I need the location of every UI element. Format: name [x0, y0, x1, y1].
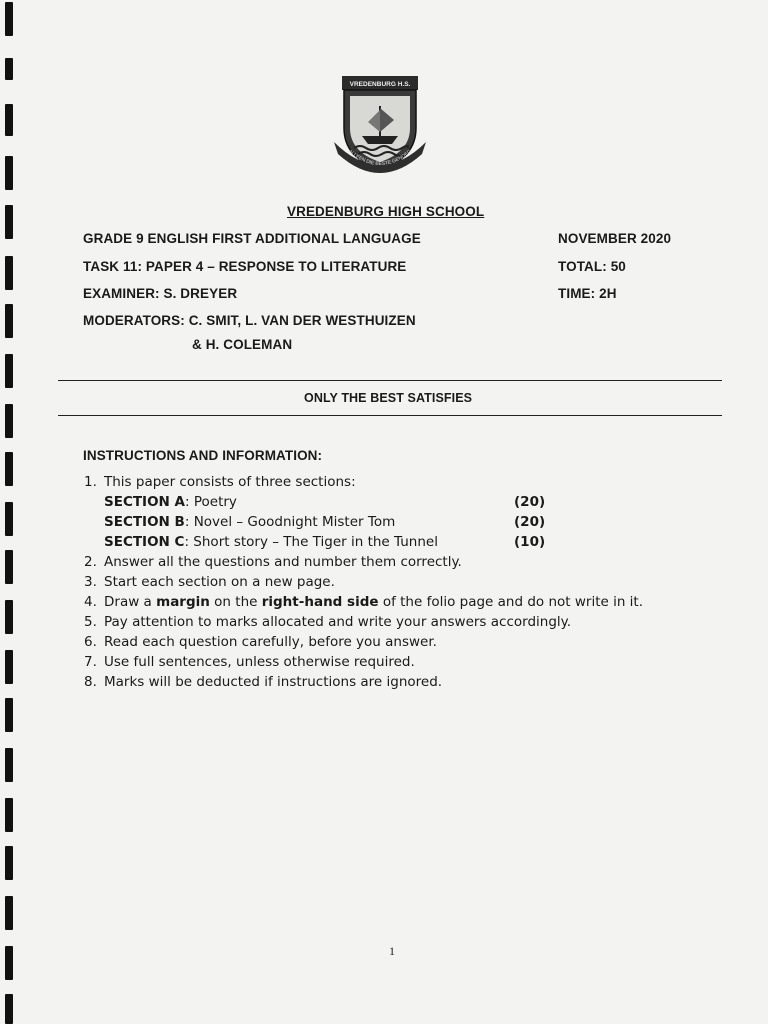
crest-banner-text: VREDENBURG H.S. — [349, 81, 411, 88]
instruction-text: Pay attention to marks allocated and write your answers accordingly. — [104, 614, 572, 630]
binder-hole — [5, 946, 13, 980]
instruction-item-1 — [84, 474, 356, 490]
binder-hole — [5, 256, 13, 290]
moderators-line-2: & H. COLEMAN — [192, 337, 293, 352]
instruction-number: 3. — [84, 574, 97, 590]
instruction-text: This paper consists of three sections: — [104, 474, 356, 490]
exam-time: TIME: 2H — [558, 286, 617, 301]
instruction-number: 2. — [84, 554, 97, 570]
instruction-number: 5. — [84, 614, 97, 630]
binder-hole — [5, 502, 13, 536]
section-desc: : Novel – Goodnight Mister Tom — [184, 514, 396, 530]
binder-hole — [5, 798, 13, 832]
page-number: 1 — [389, 944, 395, 958]
binder-hole — [5, 452, 13, 486]
section-desc: : Poetry — [185, 494, 237, 510]
binder-hole — [5, 896, 13, 930]
instruction-number: 1. — [84, 474, 97, 490]
section-desc: : Short story – The Tiger in the Tunnel — [184, 534, 438, 550]
instruction-text: Read each question carefully, before you answer. — [104, 634, 437, 650]
divider-top — [58, 380, 722, 381]
binder-hole — [5, 304, 13, 338]
binder-hole — [5, 2, 13, 36]
binder-hole — [5, 698, 13, 732]
examiner-name: EXAMINER: S. DREYER — [83, 286, 238, 301]
school-crest-icon — [328, 72, 432, 184]
instruction-text-post: of the folio page and do not write in it. — [378, 594, 644, 610]
instruction-item-7 — [84, 654, 415, 670]
instruction-number: 4. — [84, 594, 97, 610]
binder-hole — [5, 748, 13, 782]
section-c-marks: (10) — [514, 534, 546, 550]
instruction-text-pre: Draw a — [104, 594, 157, 610]
instruction-text-mid: on the — [209, 594, 262, 610]
section-a-line — [104, 494, 237, 510]
binder-hole — [5, 600, 13, 634]
instruction-text: Answer all the questions and number them correctly. — [104, 554, 462, 570]
instruction-item-8 — [84, 674, 442, 690]
binder-hole — [5, 404, 13, 438]
moderators-line: MODERATORS: C. SMIT, L. VAN DER WESTHUIZEN — [83, 313, 416, 328]
subject-title: GRADE 9 ENGLISH FIRST ADDITIONAL LANGUAGE — [83, 231, 421, 246]
binder-hole — [5, 104, 13, 136]
divider-bottom — [58, 415, 722, 416]
section-c-line — [104, 534, 438, 550]
instruction-item-3 — [84, 574, 335, 590]
instruction-text: Marks will be deducted if instructions are ignored. — [104, 674, 443, 690]
instruction-number: 6. — [84, 634, 97, 650]
section-b-line — [104, 514, 395, 530]
instruction-bold-margin: margin — [156, 594, 210, 610]
section-label: SECTION C — [104, 534, 185, 550]
section-b-marks: (20) — [514, 514, 546, 530]
binder-hole — [5, 205, 13, 239]
instruction-item-6 — [84, 634, 437, 650]
crest-motto-text: ALLEEN DIE BESTE GENOEG — [347, 148, 413, 168]
instruction-item-2 — [84, 554, 462, 570]
motto-line: ONLY THE BEST SATISFIES — [304, 391, 473, 405]
binder-hole — [5, 650, 13, 684]
binder-hole — [5, 354, 13, 388]
instruction-text: Use full sentences, unless otherwise required. — [104, 654, 415, 670]
binder-hole — [5, 846, 13, 880]
instruction-text: Start each section on a new page. — [104, 574, 335, 590]
exam-date: NOVEMBER 2020 — [558, 231, 672, 246]
instruction-number: 8. — [84, 674, 97, 690]
instruction-number: 7. — [84, 654, 97, 670]
binder-hole — [5, 550, 13, 584]
school-name: VREDENBURG HIGH SCHOOL — [287, 204, 485, 219]
binder-hole — [5, 58, 13, 80]
section-label: SECTION B — [104, 514, 185, 530]
task-title: TASK 11: PAPER 4 – RESPONSE TO LITERATURE — [83, 259, 407, 274]
instructions-heading: INSTRUCTIONS AND INFORMATION: — [83, 448, 323, 463]
instruction-item-4 — [84, 594, 643, 610]
instruction-bold-side: right-hand side — [261, 594, 379, 610]
binder-hole — [5, 156, 13, 190]
section-a-marks: (20) — [514, 494, 546, 510]
section-label: SECTION A — [104, 494, 186, 510]
total-marks: TOTAL: 50 — [558, 259, 626, 274]
binder-hole — [5, 994, 13, 1024]
instruction-item-5 — [84, 614, 571, 630]
